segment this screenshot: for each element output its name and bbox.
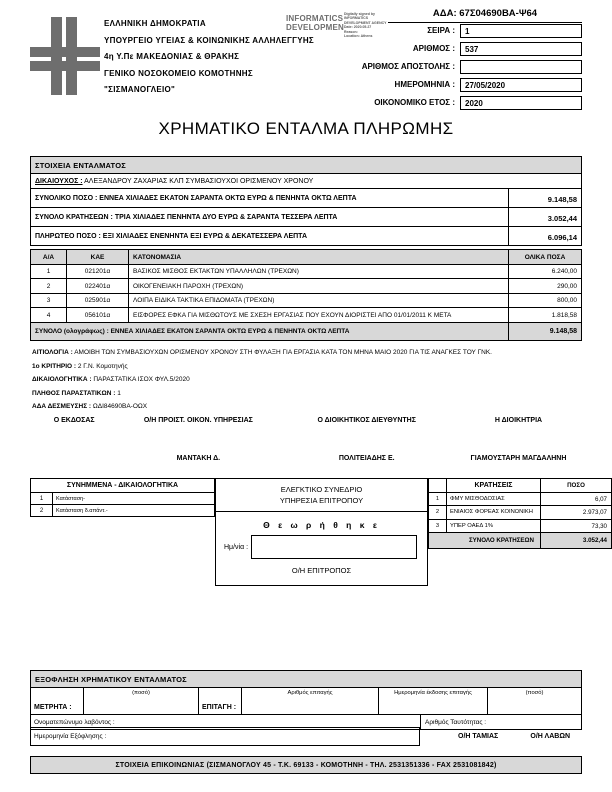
payoff-date-label: Ημερομηνία Εξόφλησης :	[30, 727, 420, 746]
field-label-etos: ΟΙΚΟΝΟΜΙΚΟ ΕΤΟΣ :	[374, 98, 455, 108]
header-field-row	[362, 42, 582, 56]
item-name: ΛΟΙΠΑ ΕΙΔΙΚΑ ΤΑΚΤΙΚΑ ΕΠΙΔΟΜΑΤΑ (ΤΡΕΧΩΝ)	[129, 294, 509, 308]
info-label: ΑΔΑ ΔΕΣΜΕΥΣΗΣ :	[32, 403, 92, 410]
approved-stamp-label: Θ ε ω ρ ή θ η κ ε	[263, 520, 380, 530]
table-row	[31, 265, 581, 280]
org-line: 4η Υ.Πε ΜΑΚΕΔΟΝΙΑΣ & ΘΡΑΚΗΣ	[104, 52, 240, 61]
info-value: ΑΜΟΙΒΗ ΤΩΝ ΣΥΜΒΑΣΙΟΥΧΩΝ ΟΡΙΣΜΕΝΟΥ ΧΡΟΝΟΥ ΣΤΗ ΦΥΛΑΞΗ ΓΙΑ ΕΡΓΑΣΙΑ ΚΑΤΑ ΤΟΝ ΜΗΝΑ ΜΑΙΟ 2020 ΓΙΑ ΤΙΣ ΑΝΑΓΚΕΣ ΤΟΥ ΓΝΚ.	[74, 349, 492, 356]
item-aa: 4	[31, 308, 67, 322]
deductions-total-label: ΣΥΝΟΛΟ ΚΡΑΤΗΣΕΩΝ	[429, 533, 541, 548]
attachment-num: 1	[31, 493, 53, 504]
amount-value: 3.052,44	[547, 214, 577, 223]
col-header-amount: ΟΛΙΚΑ ΠΟΣΑ	[524, 253, 566, 261]
table-row	[31, 308, 581, 323]
item-kae: 022401α	[67, 279, 129, 293]
signature-title: Ο ΔΙΟΙΚΗΤΙΚΟΣ ΔΙΕΥΘΥΝΤΗΣ	[317, 417, 416, 424]
settlement-title: ΕΞΟΦΛΗΣΗ ΧΡΗΜΑΤΙΚΟΥ ΕΝΤΑΛΜΑΤΟΣ	[31, 671, 581, 688]
stamp-detail-line: DEVELOPMENT AGENCY	[344, 20, 387, 25]
table-row	[429, 520, 611, 534]
stamp-detail-line: Location: Athens	[344, 34, 373, 39]
col-header-deduction: ΚΡΑΤΗΣΕΙΣ	[447, 479, 541, 492]
deduction-num: 2	[429, 506, 447, 519]
item-aa: 1	[31, 265, 67, 279]
info-value: 1	[117, 389, 121, 397]
audit-court-box	[215, 478, 428, 586]
field-value-etos: 2020	[460, 96, 582, 110]
stamp-detail-line: Digitally signed by	[344, 12, 375, 16]
attachment-text: Κατάσταση δ.απάντ.-	[56, 507, 108, 514]
col-header-name: ΚΑΤΟΝΟΜΑΣΙΑ	[129, 250, 509, 264]
item-amount: 290,00	[557, 282, 577, 290]
line-items-table	[30, 249, 582, 341]
payable-amount-row	[31, 227, 581, 245]
signature-title: Η ΔΙΟΙΚΗΤΡΙΑ	[494, 417, 543, 424]
signature-col-admin-director	[278, 417, 455, 462]
attachments-box	[30, 478, 215, 517]
signature-col-finance-head	[118, 417, 278, 462]
amount-label: ΣΥΝΟΛΟ ΚΡΑΤΗΣΕΩΝ :	[35, 214, 113, 221]
info-lines	[30, 349, 582, 410]
attachment-num: 2	[31, 505, 53, 516]
header-fields	[362, 24, 582, 114]
signature-name: ΠΟΛΙΤΕΙΑΔΗΣ Ε.	[338, 455, 395, 462]
signature-name: ΜΑΝΤΑΚΗ Δ.	[176, 455, 221, 462]
item-name: ΟΙΚΟΓΕΝΕΙΑΚΗ ΠΑΡΟΧΗ (ΤΡΕΧΩΝ)	[129, 279, 509, 293]
deduction-num: 3	[429, 520, 447, 533]
ada-number: ΑΔΑ: 67Σ04690ΒΑ-Ψ64	[388, 8, 582, 23]
item-aa: 3	[31, 294, 67, 308]
commitment-ada-line	[32, 403, 582, 410]
signature-col-issuer	[30, 417, 118, 462]
payoff-row	[30, 727, 582, 746]
beneficiary-value: ΑΛΕΞΑΝΔΡΟΥ ΖΑΧΑΡΙΑΣ ΚΛΠ ΣΥΜΒΑΣΙΟΥΧΟΙ ΟΡΙΣΜΕΝΟΥ ΧΡΟΝΟΥ	[84, 178, 314, 185]
beneficiary-row	[31, 174, 581, 189]
deduction-amount: 73,30	[591, 522, 607, 530]
field-label-apostolis: ΑΡΙΘΜΟΣ ΑΠΟΣΤΟΛΗΣ :	[361, 62, 455, 72]
audit-line: ΥΠΗΡΕΣΙΑ ΕΠΙΤΡΟΠΟΥ	[279, 496, 364, 505]
total-amount-row	[31, 189, 581, 208]
audit-date-row	[224, 535, 417, 559]
item-amount: 6.240,00	[551, 268, 577, 275]
info-label: 1ο ΚΡΙΤΗΡΙΟ :	[32, 362, 77, 370]
signature-title: Ο/Η ΠΡΟΙΣΤ. ΟΙΚΟΝ. ΥΠΗΡΕΣΙΑΣ	[143, 417, 253, 424]
amount-text	[31, 208, 509, 226]
amount-value: 9.148,58	[547, 195, 577, 204]
amount-words: ΕΝΝΕΑ ΧΙΛΙΑΔΕΣ ΕΚΑΤΟΝ ΣΑΡΑΝΤΑ ΟΚΤΩ ΕΥΡΩ & ΠΕΝΗΝΤΑ ΟΚΤΩ ΛΕΠΤΑ	[99, 195, 357, 202]
audit-date-box	[251, 535, 417, 559]
info-label: ΠΛΗΘΟΣ ΠΑΡΑΣΤΑΤΙΚΩΝ :	[32, 389, 116, 397]
amount-label: ΠΛΗΡΩΤΕΟ ΠΟΣΟ :	[35, 233, 101, 240]
settlement-method-row	[31, 688, 581, 715]
items-total-amount: 9.148,58	[549, 328, 577, 335]
table-row	[31, 279, 581, 294]
info-value: ΠΑΡΑΣΤΑΤΙΚΑ ΙΣΟΧ ΦΥΛ.5/2020	[93, 376, 190, 383]
amount-text	[31, 189, 509, 207]
org-line: ΓΕΝΙΚΟ ΝΟΣΟΚΟΜΕΙΟ ΚΟΜΟΤΗΝΗΣ	[104, 68, 253, 78]
stamp-detail-line: INFORMATICS	[344, 16, 369, 21]
col-header-aa: Α/Α	[31, 250, 67, 264]
field-label-arithmos: ΑΡΙΘΜΟΣ :	[412, 44, 455, 54]
cheque-date-header: Ημερομηνία έκδοσης επιταγής	[379, 688, 488, 714]
org-line: ΥΠΟΥΡΓΕΙΟ ΥΓΕΙΑΣ & ΚΟΙΝΩΝΙΚΗΣ ΑΛΛΗΛΕΓΓΥΗΣ	[104, 35, 315, 45]
cash-label: ΜΕΤΡΗΤΑ :	[31, 688, 84, 714]
contact-info-footer: ΣΤΟΙΧΕΙΑ ΕΠΙΚΟΙΝΩΝΙΑΣ (ΣΙΣΜΑΝΟΓΛΟΥ 45 - Τ.Κ. 69133 - ΚΟΜΟΤΗΝΗ - ΤΗΛ. 2531351336 - FAX 2531081842)	[30, 756, 582, 774]
org-line: ΕΛΛΗΝΙΚΗ ΔΗΜΟΚΡΑΤΙΑ	[104, 19, 206, 28]
header-field-row	[362, 24, 582, 38]
info-value: ΩΔΙ84690ΒΑ-ΟΩΧ	[92, 403, 148, 410]
cheque-number-header: Αριθμός επιταγής	[242, 688, 379, 714]
deductions-total-row	[429, 533, 611, 548]
amount-words: ΤΡΙΑ ΧΙΛΙΑΔΕΣ ΠΕΝΗΝΤΑ ΔΥΟ ΕΥΡΩ & ΣΑΡΑΝΤΑ ΤΕΣΣΕΡΑ ΛΕΠΤΑ	[114, 214, 338, 221]
info-label: ΑΙΤΙΟΛΟΓΙΑ :	[32, 349, 73, 356]
warrant-details-table	[30, 156, 582, 246]
col-header-num	[429, 479, 447, 492]
signature-title: Ο ΕΚΔΟΣΑΣ	[53, 417, 95, 424]
org-line: "ΣΙΣΜΑΝΟΓΛΕΙΟ"	[104, 85, 176, 94]
commissioner-label: Ο/Η ΕΠΙΤΡΟΠΟΣ	[291, 566, 352, 575]
items-header-row	[31, 250, 581, 265]
table-row	[31, 294, 581, 309]
deduction-amount: 6,07	[594, 495, 607, 503]
stamp-detail-line: Date: 2020.05.27	[344, 25, 372, 30]
settlement-section	[30, 670, 582, 730]
amount-text	[31, 227, 509, 245]
items-total-label: ΣΥΝΟΛΟ (ολογράφως) : ΕΝΝΕΑ ΧΙΛΙΑΔΕΣ ΕΚΑΤΟΝ ΣΑΡΑΝΤΑ ΟΚΤΩ ΕΥΡΩ & ΠΕΝΗΝΤΑ ΟΚΤΩ ΛΕΠΤΑ	[31, 323, 509, 341]
supporting-docs-line	[32, 376, 582, 383]
justification-line	[32, 349, 582, 356]
section-title-details: ΣΤΟΙΧΕΙΑ ΕΝΤΑΛΜΑΤΟΣ	[31, 157, 581, 174]
signature-col-governor	[455, 417, 582, 462]
field-value-arithmos: 537	[460, 42, 582, 56]
field-value-apostolis	[460, 60, 582, 74]
deductions-table	[428, 478, 612, 549]
item-aa: 2	[31, 279, 67, 293]
attachments-title: ΣΥΝΗΜΜΕΝΑ - ΔΙΚΑΙΟΛΟΓΗΤΙΚΑ	[31, 479, 214, 493]
deductions-header-row	[429, 479, 611, 493]
field-label-imerominia: ΗΜΕΡΟΜΗΝΙΑ :	[394, 80, 455, 90]
item-name: ΕΙΣΦΟΡΕΣ ΕΦΚΑ ΓΙΑ ΜΙΣΘΩΤΟΥΣ ΜΕ ΣΧΕΣΗ ΕΡΓΑΣΙΑΣ ΠΟΥ ΕΧΟΥΝ ΔΙΟΡΙΣΤΕΙ ΑΠΟ 01/01/2011 Κ ΜΕΤΑ	[129, 308, 509, 322]
deduction-amount: 2.973,07	[582, 509, 607, 516]
criterion-line	[32, 363, 582, 370]
receiver-label: Ο/Η ΛΑΒΩΝ	[530, 733, 570, 740]
cash-amount-header: (ποσό)	[84, 688, 199, 714]
deductions-amount-row	[31, 208, 581, 227]
audit-date-label: Ημ/νία :	[224, 543, 249, 551]
col-header-amount: ΠΟΣΟ	[567, 482, 585, 489]
cheque-label: ΕΠΙΤΑΓΗ :	[199, 688, 242, 714]
recipient-id-label: Αριθμός Ταυτότητας :	[425, 719, 487, 726]
info-label: ΔΙΚΑΙΟΛΟΓΗΤΙΚΑ :	[32, 376, 92, 383]
deduction-name: ΦΜΥ ΜΙΣΘΟΔΟΣΙΑΣ	[447, 493, 541, 506]
amount-words: ΕΞΙ ΧΙΛΙΑΔΕΣ ΕΝΕΝΗΝΤΑ ΕΞΙ ΕΥΡΩ & ΔΕΚΑΤΕΣΣΕΡΑ ΛΕΠΤΑ	[102, 233, 307, 240]
issuing-authority-block	[104, 19, 314, 102]
item-kae: 025901α	[67, 294, 129, 308]
deduction-num: 1	[429, 493, 447, 506]
field-value-seira: 1	[460, 24, 582, 38]
deduction-name: ΥΠΕΡ ΟΑΕΔ 1%	[447, 520, 541, 533]
deductions-total-amount: 3.052,44	[582, 537, 607, 544]
item-name: ΒΑΣΙΚΟΣ ΜΙΣΘΟΣ ΕΚΤΑΚΤΩΝ ΥΠΑΛΛΗΛΩΝ (ΤΡΕΧΩΝ)	[129, 265, 509, 279]
signature-block	[30, 417, 582, 462]
hospital-cross-icon	[30, 17, 100, 95]
cashier-label: Ο/Η ΤΑΜΙΑΣ	[458, 733, 499, 740]
recipient-name-label: Ονοματεπώνυμο λαβόντος :	[31, 715, 421, 729]
stamp-detail-line: Reason:	[344, 29, 358, 34]
beneficiary-label: ΔΙΚΑΙΟΥΧΟΣ :	[35, 178, 83, 185]
digital-signature-stamp	[286, 14, 344, 32]
table-row	[429, 506, 611, 520]
item-amount: 1.818,58	[551, 311, 577, 319]
col-header-kae: ΚΑΕ	[67, 250, 129, 264]
audit-court-header	[216, 479, 427, 512]
cheque-amount-header: (ποσό)	[525, 690, 544, 696]
list-item	[31, 493, 214, 505]
items-total-row	[31, 323, 581, 341]
audit-line: ΕΛΕΓΚΤΙΚΟ ΣΥΝΕΔΡΙΟ	[280, 485, 363, 494]
signature-name: ΓΙΑΜΟΥΣΤΑΡΗ ΜΑΓΔΑΛΗΝΗ	[470, 455, 567, 462]
info-value: 2 Γ.Ν. Κομοτηνής	[77, 362, 128, 370]
docs-count-line	[32, 390, 582, 397]
amount-label: ΣΥΝΟΛΙΚΟ ΠΟΣΟ :	[35, 195, 98, 202]
header-field-row	[362, 78, 582, 92]
page-title: ΧΡΗΜΑΤΙΚΟ ΕΝΤΑΛΜΑ ΠΛΗΡΩΜΗΣ	[158, 119, 454, 138]
deduction-name: ΕΝΙΑΙΟΣ ΦΟΡΕΑΣ ΚΟΙΝΩΝΙΚΗ	[447, 506, 541, 519]
attachment-text: Κατάσταση-	[56, 495, 86, 502]
middle-section	[30, 478, 607, 590]
item-amount: 800,00	[557, 297, 577, 304]
header-field-row	[362, 60, 582, 74]
item-kae: 056101α	[67, 308, 129, 322]
header-field-row	[362, 96, 582, 110]
amount-value: 6.096,14	[547, 233, 577, 242]
table-row	[429, 493, 611, 507]
field-value-imerominia: 27/05/2020	[460, 78, 582, 92]
field-label-seira: ΣΕΙΡΑ :	[427, 26, 455, 36]
stamp-line: DEVELOPMEN	[286, 23, 345, 32]
stamp-line: INFORMATICS	[286, 14, 344, 23]
item-kae: 021201α	[67, 265, 129, 279]
list-item	[31, 505, 214, 516]
